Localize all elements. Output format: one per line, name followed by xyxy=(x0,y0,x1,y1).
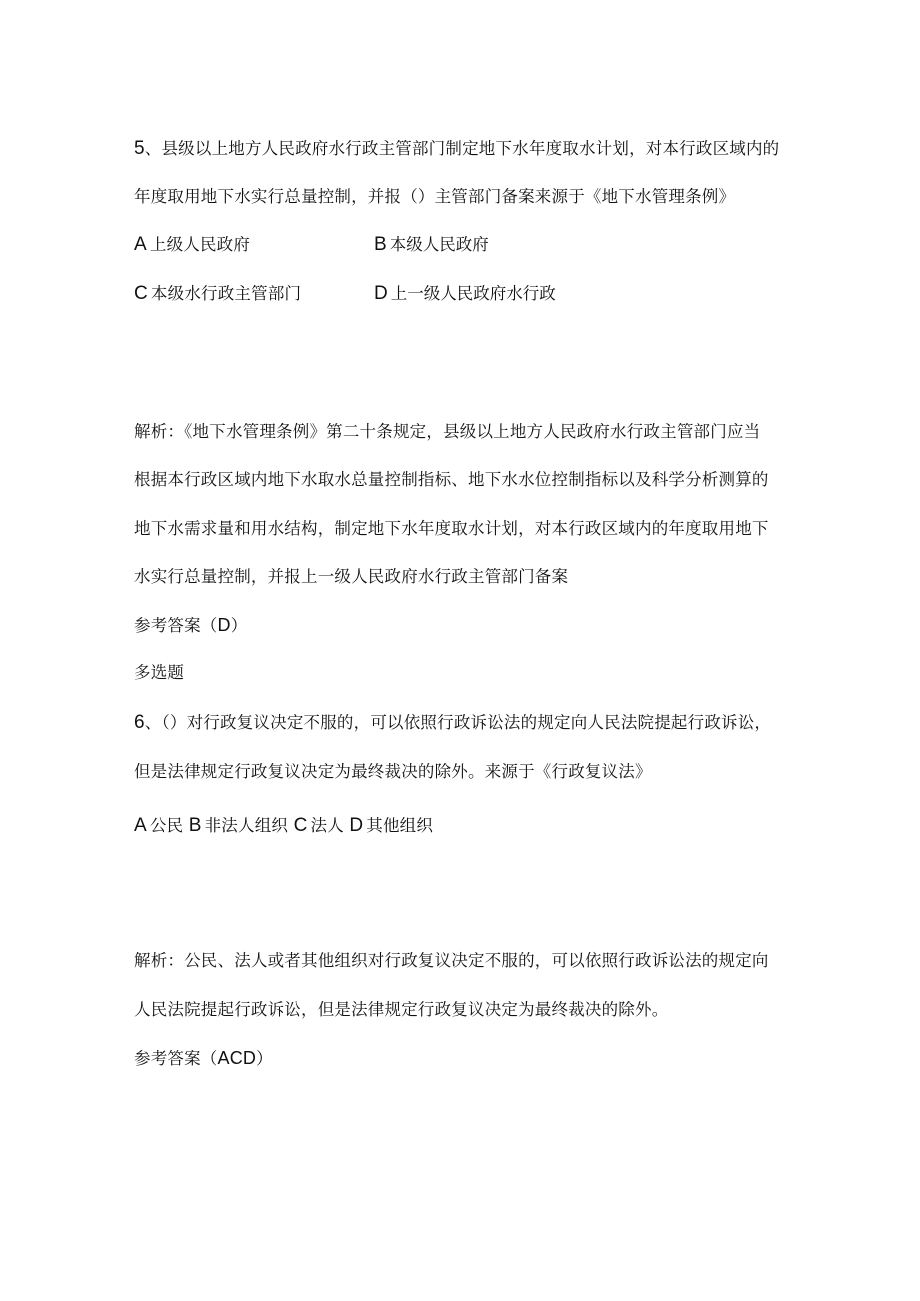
q5-stem-line-2: 年度取用地下水实行总量控制，并报（）主管部门备案来源于《地下水管理条例》 xyxy=(134,187,736,206)
q6-option-c-letter: C xyxy=(293,815,308,836)
q5-option-d xyxy=(374,283,556,305)
q6-answer-value: ACD xyxy=(217,1048,257,1068)
q6-analysis-line-1: 解析：公民、法人或者其他组织对行政复议决定不服的，可以依照行政诉讼法的规定向 xyxy=(134,951,769,970)
q5-option-b xyxy=(374,234,489,256)
q5-option-d-text: 上一级人民政府水行政 xyxy=(390,284,556,303)
q6-option-a-text: 公民 xyxy=(149,816,184,835)
q5-analysis-line-3: 地下水需求量和用水结构，制定地下水年度取水计划，对本行政区域内的年度取用地下 xyxy=(134,519,769,538)
q6-number: 6 xyxy=(134,712,145,733)
q6-answer-suffix: ） xyxy=(256,1049,273,1068)
section-label: 多选题 xyxy=(134,663,185,682)
q5-answer-prefix: 参考答案（ xyxy=(134,616,218,635)
q5-option-d-letter: D xyxy=(374,283,388,304)
q5-option-b-text: 本级人民政府 xyxy=(389,235,489,254)
q6-stem-line-1 xyxy=(134,712,771,734)
q6-option-d-letter: D xyxy=(349,815,364,836)
q5-option-b-letter: B xyxy=(374,234,387,255)
q5-option-a-letter: A xyxy=(134,234,147,255)
q5-analysis-line-1: 解析：《地下水管理条例》第二十条规定，县级以上地方人民政府水行政主管部门应当 xyxy=(134,422,761,441)
q5-analysis-line-2: 根据本行政区域内地下水取水总量控制指标、地下水水位控制指标以及科学分析测算的 xyxy=(134,470,769,489)
q5-option-a xyxy=(134,234,250,256)
q5-answer-suffix: ） xyxy=(230,616,248,635)
q6-stem-text-1: 、（）对行政复议决定不服的，可以依照行政诉讼法的规定向人民法院提起行政诉讼， xyxy=(144,713,772,732)
q6-option-b-text: 非法人组织 xyxy=(204,816,289,835)
q5-answer-value: D xyxy=(217,615,231,635)
q6-analysis-line-2: 人民法院提起行政诉讼，但是法律规定行政复议决定为最终裁决的除外。 xyxy=(134,1000,669,1019)
q5-option-c-letter: C xyxy=(134,283,148,304)
q5-stem-line-1 xyxy=(134,138,779,160)
q5-stem-text-1: 、县级以上地方人民政府水行政主管部门制定地下水年度取水计划，对本行政区域内的 xyxy=(144,139,780,158)
q5-number: 5 xyxy=(134,138,145,159)
q6-option-c-text: 法人 xyxy=(310,816,344,835)
q5-option-a-text: 上级人民政府 xyxy=(149,235,251,254)
q6-options xyxy=(134,815,433,837)
q6-option-b-letter: B xyxy=(188,815,202,836)
q5-option-c-text: 本级水行政主管部门 xyxy=(150,284,302,303)
q6-option-a-letter: A xyxy=(134,815,147,836)
q5-option-c xyxy=(134,283,301,305)
q6-stem-line-2: 但是法律规定行政复议决定为最终裁决的除外。来源于《行政复议法》 xyxy=(134,762,652,781)
q6-answer xyxy=(134,1047,273,1070)
q6-option-d-text: 其他组织 xyxy=(366,816,434,835)
q6-answer-prefix: 参考答案（ xyxy=(134,1049,218,1068)
q5-analysis-line-4: 水实行总量控制，并报上一级人民政府水行政主管部门备案 xyxy=(134,567,569,586)
q5-answer xyxy=(134,614,247,637)
